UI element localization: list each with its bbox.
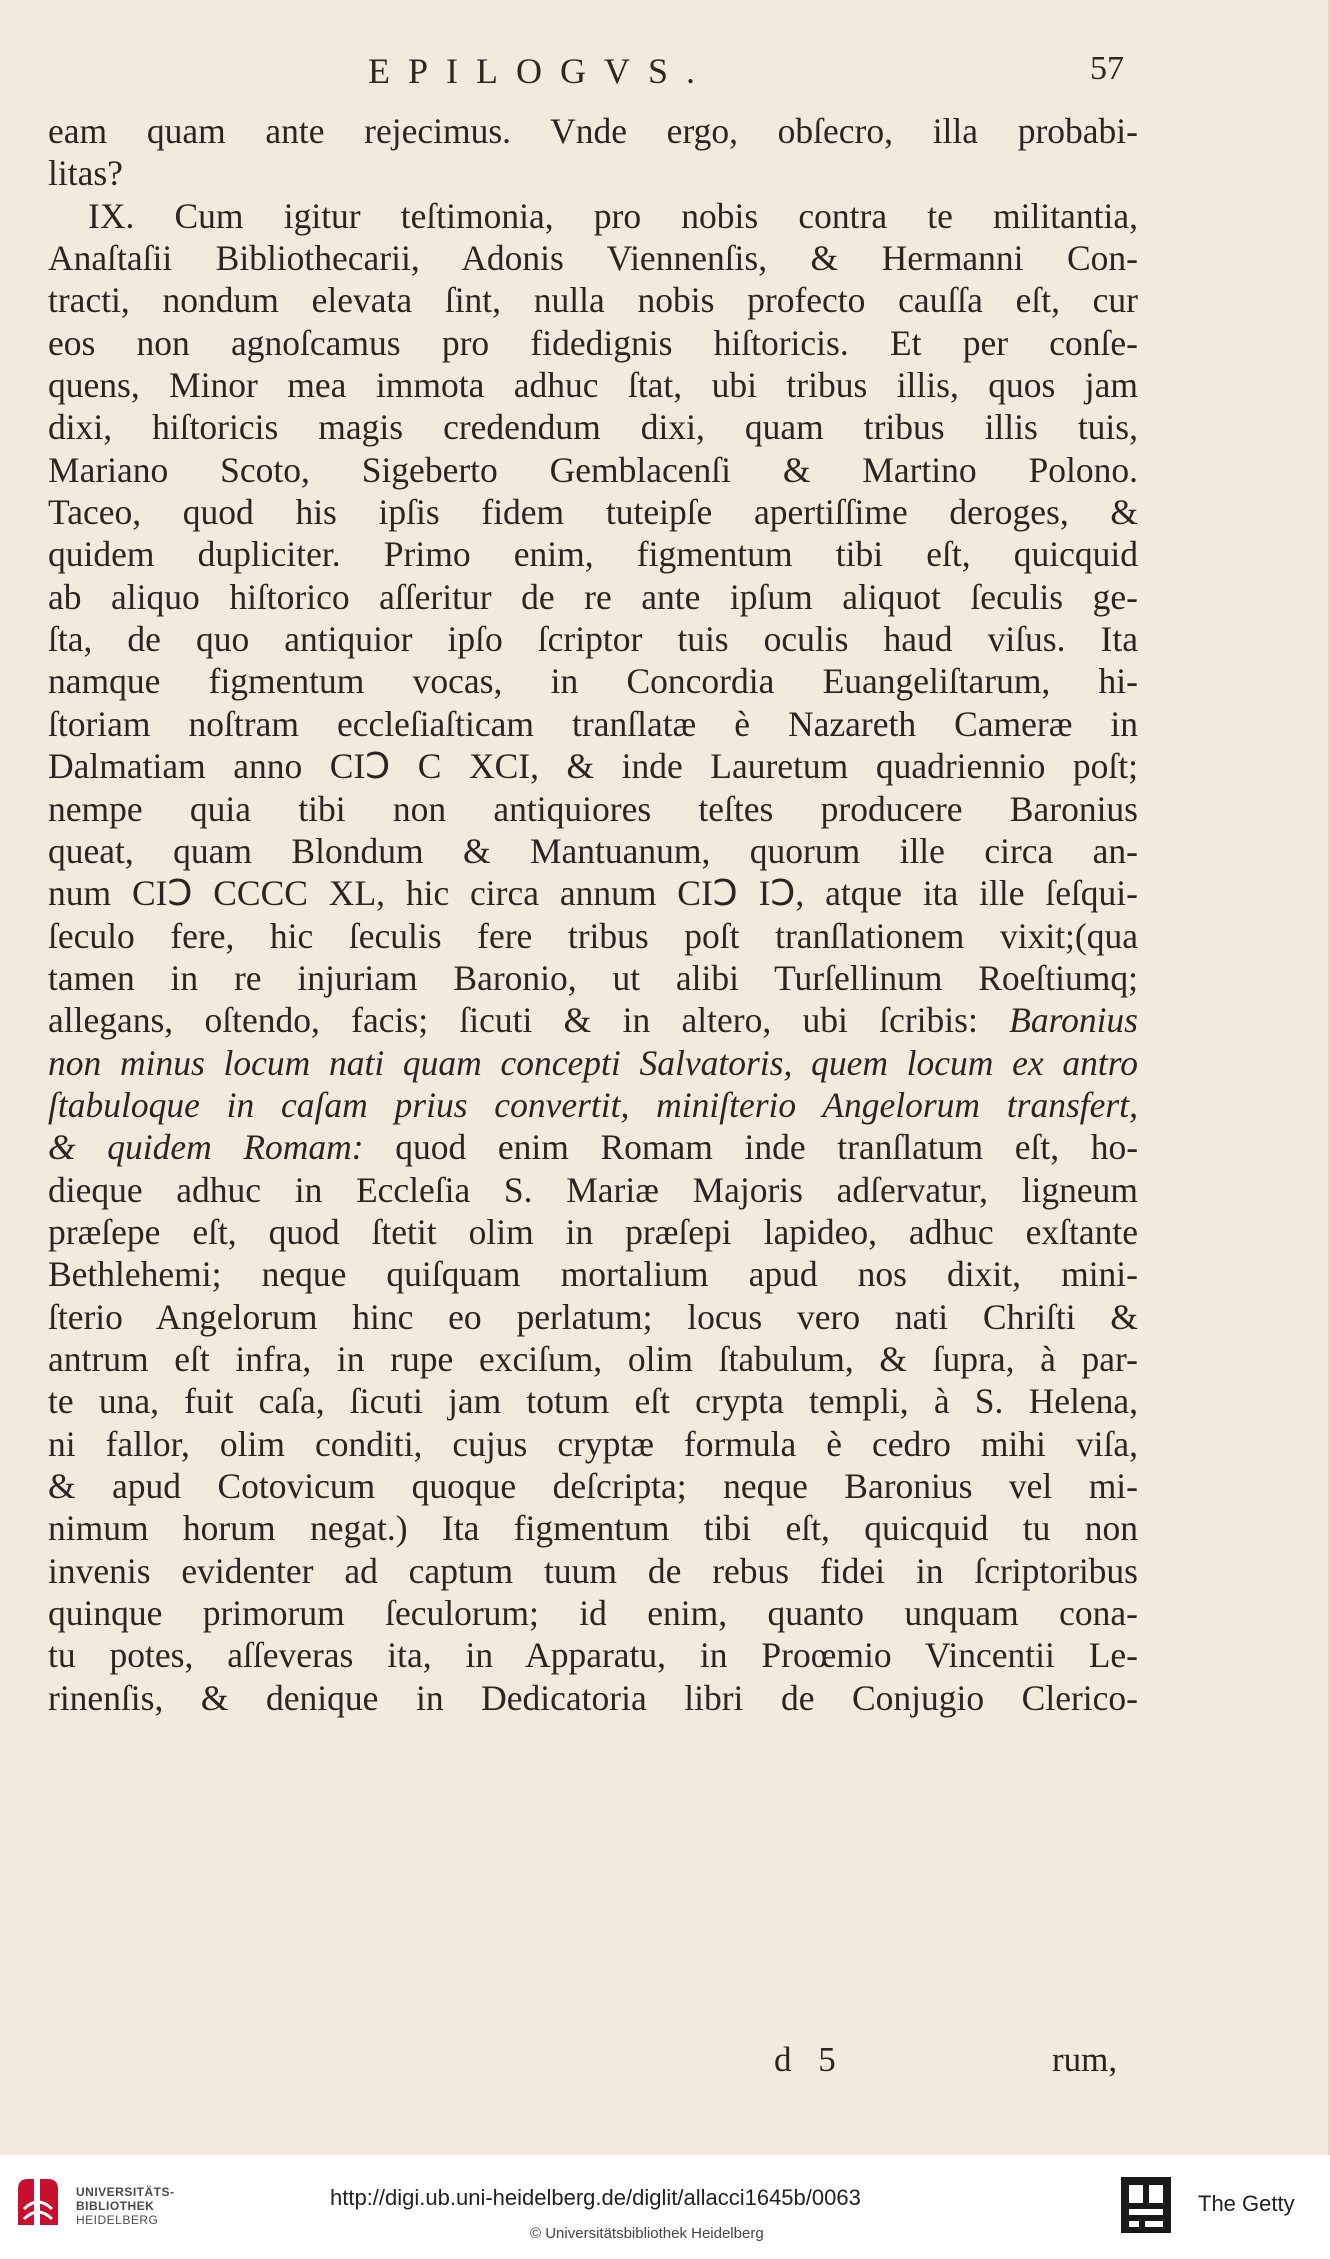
text-line: litas? <box>48 153 123 194</box>
body-text <box>48 110 1138 1719</box>
text-line: Dalmatiam anno CIↃ C XCI, & inde Lauretum quadriennio poſt; <box>48 746 1138 787</box>
text-line: eam quam ante rejecimus. Vnde ergo, obſecro, illa probabi- <box>48 111 1138 151</box>
text-line: ab aliquo hiſtorico aſſeritur de re ante ipſum aliquot ſeculis ge- <box>48 576 1138 617</box>
text-line: & apud Cotovicum quoque deſcripta; neque Baronius vel mi- <box>48 1466 1138 1506</box>
text-line <box>48 1126 1138 1168</box>
text-line: nempe quia tibi non antiquiores teſtes producere Baronius <box>48 788 1138 829</box>
text-line: tracti, nondum elevata ſint, nulla nobis profecto cauſſa eſt, cur <box>48 280 1138 321</box>
library-name-line: HEIDELBERG <box>76 2213 159 2227</box>
text-line <box>48 999 1138 1041</box>
page-number: 57 <box>1090 50 1124 87</box>
text-line: eos non agnoſcamus pro fidedignis hiſtoricis. Et per conſe- <box>48 322 1138 363</box>
text-line: dixi, hiſtoricis magis credendum dixi, quam tribus illis tuis, <box>48 407 1138 448</box>
text-line: præſepe eſt, quod ſtetit olim in præſepi lapideo, adhuc exſtante <box>48 1211 1138 1252</box>
university-library-logo-icon <box>12 2175 64 2231</box>
text-line: antrum eſt infra, in rupe exciſum, olim ſtabulum, & ſupra, à par- <box>48 1338 1138 1379</box>
text-line: tamen in re injuriam Baronio, ut alibi Turſellinum Roeſtiumq; <box>48 957 1138 998</box>
text-line <box>48 1042 1138 1084</box>
text-line: dieque adhuc in Eccleſia S. Mariæ Majoris adſervatur, ligneum <box>48 1169 1138 1210</box>
text-line <box>48 1084 1138 1126</box>
text-line: IX. Cum igitur teſtimonia, pro nobis contra te militantia, <box>88 195 1138 236</box>
permalink[interactable]: http://digi.ub.uni-heidelberg.de/diglit/allacci1645b/0063 <box>330 2185 861 2210</box>
text-line: num CIↃ CCCC XL, hic circa annum CIↃ IↃ, atque ita ille ſeſqui- <box>48 873 1138 914</box>
text-line: ſta, de quo antiquior ipſo ſcriptor tuis oculis haud viſus. Ita <box>48 619 1138 660</box>
running-head <box>0 50 1330 96</box>
catchword: rum, <box>1052 2040 1118 2079</box>
text-line: quens, Minor mea immota adhuc ſtat, ubi tribus illis, quos jam <box>48 365 1138 406</box>
text-line: tu potes, aſſeveras ita, in Apparatu, in Proœmio Vincentii Le- <box>48 1635 1138 1676</box>
italic-quote: non minus locum nati quam concepti Salvatoris, quem locum ex antro <box>48 1042 1138 1083</box>
text-line: Anaſtaſii Bibliothecarii, Adonis Viennenſis, & Hermanni Con- <box>48 238 1138 279</box>
italic-quote: ſtabuloque in caſam prius convertit, miniſterio Angelorum transfert, <box>48 1084 1138 1125</box>
text-line: nimum horum negat.) Ita figmentum tibi eſt, quicquid tu non <box>48 1508 1138 1549</box>
text-line: ſterio Angelorum hinc eo perlatum; locus vero nati Chriſti & <box>48 1296 1138 1337</box>
text-line: ni fallor, olim conditi, cujus cryptæ formula è cedro mihi viſa, <box>48 1423 1138 1464</box>
text-line: quidem dupliciter. Primo enim, figmentum tibi eſt, quicquid <box>48 534 1138 575</box>
text-line: invenis evidenter ad captum tuum de rebus fidei in ſcriptoribus <box>48 1550 1138 1591</box>
text-line: queat, quam Blondum & Mantuanum, quorum ille circa an- <box>48 830 1138 871</box>
partner-name: The Getty <box>1198 2191 1295 2216</box>
italic-quote: & quidem Romam: <box>48 1127 364 1168</box>
text-line: ſtoriam noſtram eccleſiaſticam tranſlatæ è Nazareth Cameræ in <box>48 703 1138 744</box>
library-name-line: UNIVERSITÄTS- <box>76 2185 175 2199</box>
text-line: quinque primorum ſeculorum; id enim, quanto unquam cona- <box>48 1593 1138 1634</box>
text-line: namque figmentum vocas, in Concordia Euangeliſtarum, hi- <box>48 661 1138 702</box>
viewer-footer <box>0 2155 1330 2259</box>
text-line: rinenſis, & denique in Dedicatoria libri de Conjugio Clerico- <box>48 1677 1138 1718</box>
text-line: Bethlehemi; neque quiſquam mortalium apud nos dixit, mini- <box>48 1254 1138 1295</box>
text-line: Taceo, quod his ipſis fidem tuteipſe apertiſſime deroges, & <box>48 492 1138 533</box>
italic-quote: Baronius <box>1009 1000 1139 1041</box>
text-line: te una, fuit caſa, ſicuti jam totum eſt crypta templi, à S. Helena, <box>48 1381 1138 1422</box>
line-tail: quod enim Romam inde tranſlatum eſt, ho- <box>395 1127 1139 1168</box>
copyright-notice: © Universitätsbibliothek Heidelberg <box>530 2225 764 2242</box>
getty-logo-icon <box>1117 2173 1175 2237</box>
running-title: EPILOGVS. <box>368 51 714 91</box>
library-name-line: BIBLIOTHEK <box>76 2199 155 2213</box>
text-line: Mariano Scoto, Sigeberto Gemblacenſi & Martino Polono. <box>48 449 1138 490</box>
university-library-name <box>76 2185 175 2227</box>
line-text: allegans, oſtendo, facis; ſicuti & in altero, ubi ſcribis: <box>48 1000 978 1041</box>
text-line: ſeculo fere, hic ſeculis fere tribus poſt tranſlationem vixit;(qua <box>48 915 1138 956</box>
signature-mark: d 5 <box>774 2040 836 2079</box>
